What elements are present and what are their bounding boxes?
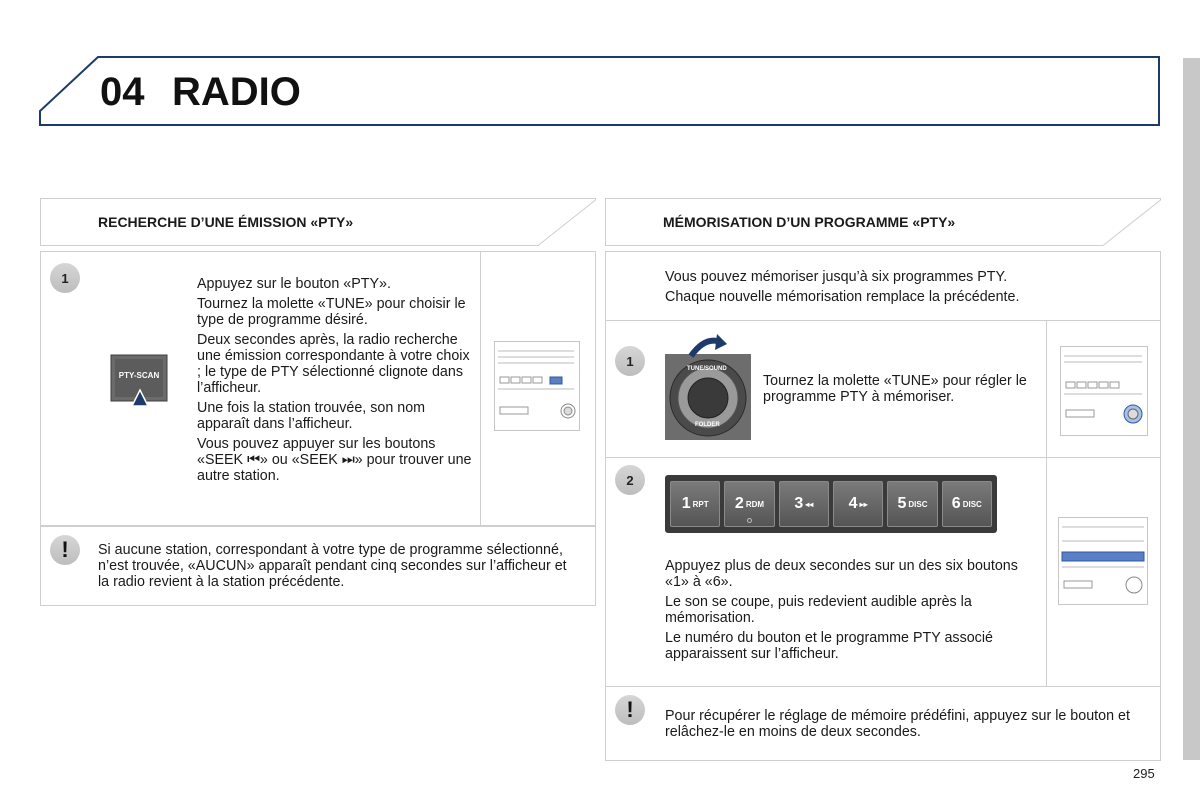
preset-button-4: 4 ▸▸	[833, 481, 883, 527]
right-step1-text: Tournez la molette «TUNE» pour régler le programme PTY à mémoriser.	[763, 373, 1027, 405]
preset-button-2: 2 RDM	[724, 481, 774, 527]
right-step2-para: Le numéro du bouton et le programme PTY associé apparaissent sur l’afficheur.	[665, 630, 993, 662]
left-step1-text	[197, 276, 472, 488]
knob-top-label: TUNE/SOUND	[687, 366, 727, 372]
pty-scan-label: PTY-SCAN	[118, 371, 160, 380]
right-step2-para: Le son se coupe, puis redevient audible après la mémorisation.	[665, 594, 972, 626]
chapter-side-tab	[1183, 58, 1200, 760]
left-step1-para: Vous pouvez appuyer sur les boutons «SEEK ⏮» ou «SEEK ⏭» pour trouver une autre station.	[197, 436, 472, 484]
left-step1-para: Une fois la station trouvée, son nom apparaît dans l’afficheur.	[197, 400, 426, 432]
right-divider	[605, 457, 1161, 458]
right-step2-text	[665, 558, 1040, 666]
right-intro-line: Vous pouvez mémoriser jusqu’à six programmes PTY.	[665, 269, 1008, 285]
preset-button-6: 6 DISC	[942, 481, 992, 527]
left-step1-para: Deux secondes après, la radio recherche une émission correspondante à votre choix ; le type de PTY sélectionné clignote dans l’afficheur.	[197, 332, 470, 396]
preset-button-1: 1 RPT	[670, 481, 720, 527]
radio-panel-thumbnail	[494, 341, 580, 431]
step-badge: 1	[615, 346, 645, 376]
right-intro	[665, 269, 1135, 309]
right-image-divider	[1046, 320, 1047, 686]
knob-bottom-label: FOLDER	[695, 422, 720, 428]
chapter-title: RADIO	[172, 70, 301, 114]
tune-knob-illustration	[665, 332, 751, 440]
preset-button-5: 5 DISC	[887, 481, 937, 527]
right-section-header	[605, 198, 1161, 246]
left-section-title: RECHERCHE D’UNE ÉMISSION «PTY»	[98, 214, 354, 230]
radio-panel-thumbnail	[1058, 517, 1148, 605]
preset-button-3: 3 ◂◂	[779, 481, 829, 527]
right-divider	[605, 320, 1161, 321]
warning-icon: !	[50, 535, 80, 565]
right-step2-para: Appuyez plus de deux secondes sur un des six boutons «1» à «6».	[665, 558, 1018, 590]
step-badge: 1	[50, 263, 80, 293]
chapter-number: 04	[100, 70, 145, 114]
preset-buttons-illustration	[665, 475, 997, 533]
page-number: 295	[1133, 766, 1155, 781]
right-intro-line: Chaque nouvelle mémorisation remplace la précédente.	[665, 289, 1020, 305]
left-divider	[480, 251, 481, 526]
warning-icon: !	[615, 695, 645, 725]
right-warning-text: Pour récupérer le réglage de mémoire prédéfini, appuyez sur le bouton et relâchez-le en moins de deux secondes.	[665, 708, 1130, 740]
left-step1-para: Appuyez sur le bouton «PTY».	[197, 276, 391, 292]
step-badge: 2	[615, 465, 645, 495]
pty-scan-button-illustration	[110, 354, 168, 428]
left-step1-para: Tournez la molette «TUNE» pour choisir le type de programme désiré.	[197, 296, 466, 328]
radio-panel-thumbnail	[1060, 346, 1148, 436]
right-divider	[605, 686, 1161, 687]
left-warning-text: Si aucune station, correspondant à votre type de programme sélectionné, n’est trouvée, «AUCUN» apparaît pendant cinq secondes sur l’afficheur et la radio revient à la station précédente.	[98, 542, 567, 590]
right-section-title: MÉMORISATION D’UN PROGRAMME «PTY»	[663, 214, 956, 230]
left-section-header	[40, 198, 596, 246]
